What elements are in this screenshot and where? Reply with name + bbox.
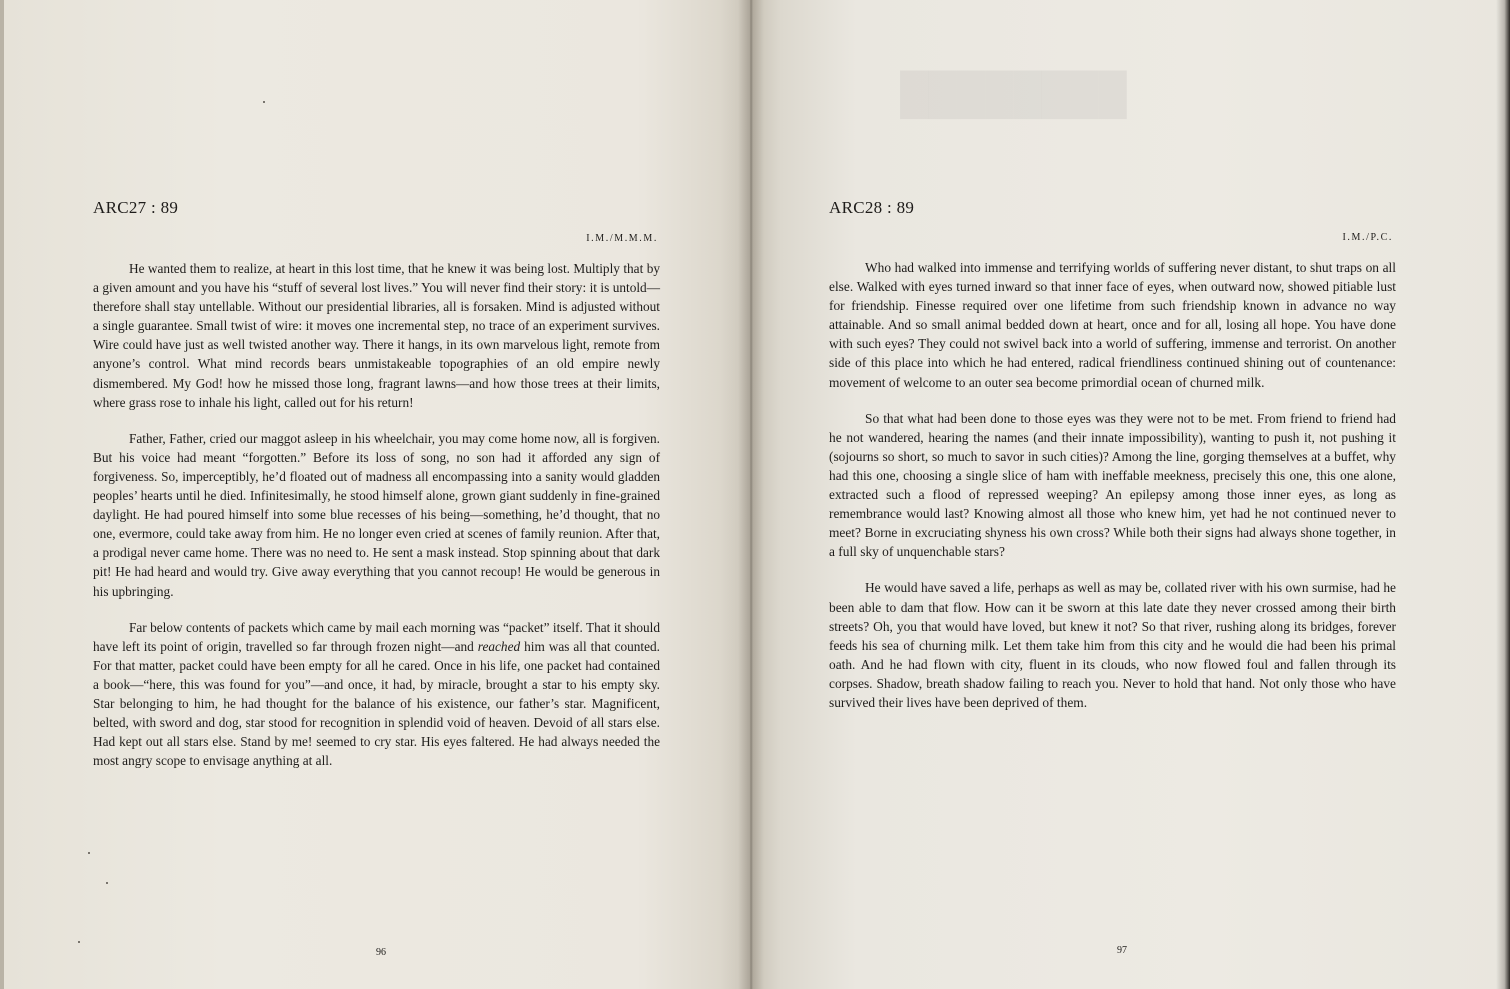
paper-speck bbox=[78, 941, 80, 943]
paper-speck bbox=[263, 101, 265, 103]
paper-speck bbox=[106, 882, 108, 884]
paragraph: He would have saved a life, perhaps as well as may be, collated river with his own surmise, had he been able to dam that flow. How can it be sworn at this late date they never crossed among their birth streets? Oh, you that would have loved, but knew it not? So that river, rushing along its bridges, forever feeds his sea of churning milk. Let them take him from this city and he would die had been his primal oath. And he had flown with city, fluent in its clouds, who now flowed foul and fallen through its corpses. Shadow, breath shadow failing to reach you. Never to hold that hand. Not only those who have survived their lives have been deprived of them. bbox=[829, 580, 1396, 710]
paper-speck bbox=[88, 852, 90, 854]
emphasis-text: reached bbox=[477, 638, 521, 654]
paragraph: Who had walked into immense and terrifying worlds of suffering never distant, to shut traps on all else. Walked with eyes turned inward so that inner face of eyes, when outward now, showed pitiable lust for friendship. Finesse required over one lifetime from such friendship known in advance no way attainable. And so small animal bedded down at heart, once and for all, losing all hope. You have done with such eyes? They could not swivel back into a world of suffering, immense and terrorist. On another side of this place into which he had entered, radical friendliness continued shining out of countenance: movement of welcome to an outer sea become primordial ocean of churned milk. bbox=[829, 260, 1396, 390]
body-text-left bbox=[93, 259, 660, 787]
page-number-right: 97 bbox=[1117, 945, 1127, 956]
right-page-edge bbox=[1496, 0, 1510, 989]
right-page bbox=[750, 0, 1510, 989]
dedication-left: I.M./M.M.M. bbox=[586, 233, 658, 244]
paragraph: So that what had been done to those eyes was they were not to be met. From friend to friend had he not wandered, hearing the names (and their innate impossibility), wanting to push it, not pushing it (sojourns so short, so much to savor in such cities)? Among the line, gorging themselves at a buffet, why had this one, choosing a single slice of ham with ineffable meekness, precisely this one, this one alone, extracted such a flood of repressed weeping? An epilepsy among those inner eyes, as long as remembrance would last? Knowing almost all those who knew him, yet had he not continued never to meet? Borne in excruciating shyness his own cross? While both their signs had always shone together, in a full sky of unquenchable stars? bbox=[829, 410, 1396, 560]
poem-title-right: ARC28 : 89 bbox=[829, 198, 915, 217]
paragraph: He wanted them to realize, at heart in this lost time, that he knew it was being lost. Multiply that by a given amount and you have his “stuff of several lost lives.” You will never find their story: it is untold—therefore shall stay untellable. Without our presidential libraries, all is forsaken. Mind is adjusted without a single guarantee. Small twist of wire: it moves one incremental step, no trace of an experiment survives. Wire could have just as well twisted another way. There it hangs, in its own marvelous light, remote from anyone’s control. What mind records bears unmistakeable topographies of an old empire newly dismembered. My God! how he missed those long, fragrant lawns—and how those trees at their limits, where grass rose to inhale his light, called out for his return! bbox=[93, 261, 660, 410]
left-page bbox=[0, 0, 750, 989]
show-through-ghost: ████████ bbox=[900, 71, 1127, 116]
poem-title-left: ARC27 : 89 bbox=[93, 198, 179, 217]
paragraph bbox=[93, 618, 660, 771]
paragraph-text: him was all that counted. For that matter, packet could have been empty for all he cared. Once in his life, one packet had contained a book—“here, this was found for you”—and once, it had, by miracle, brought a star to his empty sky. Star belonging to him, he had thought for the balance of his existence, our father’s star. Magnificent, belted, with sword and dog, star stood for recognition in splendid void of heaven. Devoid of all stars else. Had kept out all stars else. Stand by me! seemed to cry star. His eyes faltered. He had always needed the most angry scope to envisage anything at all. bbox=[93, 638, 660, 769]
dedication-right: I.M./P.C. bbox=[1342, 232, 1393, 243]
paragraph-text: Far below contents of packets which came by mail each morning was “packet” itself. That it should have left its point of origin, travelled so far through frozen night—and bbox=[93, 619, 660, 654]
paragraph: Father, Father, cried our maggot asleep in his wheelchair, you may come home now, all is forgiven. But his voice had meant “forgotten.” Before its loss of song, no son had it afforded any sign of forgiveness. So, imperceptibly, he’d floated out of madness all encompassing into a sanity would gladden peoples’ hearts until he died. Infinitesimally, he stood himself alone, grown giant suddenly in fine-grained daylight. He had poured himself into some blue recesses of his being—something, he’d thought, that no one, evermore, could take away from him. He no longer even cried at scenes of family reunion. After that, a prodigal never came home. There was no need to. He sent a mask instead. Stop spinning about that dark pit! He had heard and would try. Give away everything that you cannot recoup! He would be generous in his upbringing. bbox=[93, 430, 660, 599]
left-page-edge bbox=[0, 0, 4, 989]
body-text-right bbox=[829, 258, 1396, 729]
page-number-left: 96 bbox=[376, 947, 386, 958]
